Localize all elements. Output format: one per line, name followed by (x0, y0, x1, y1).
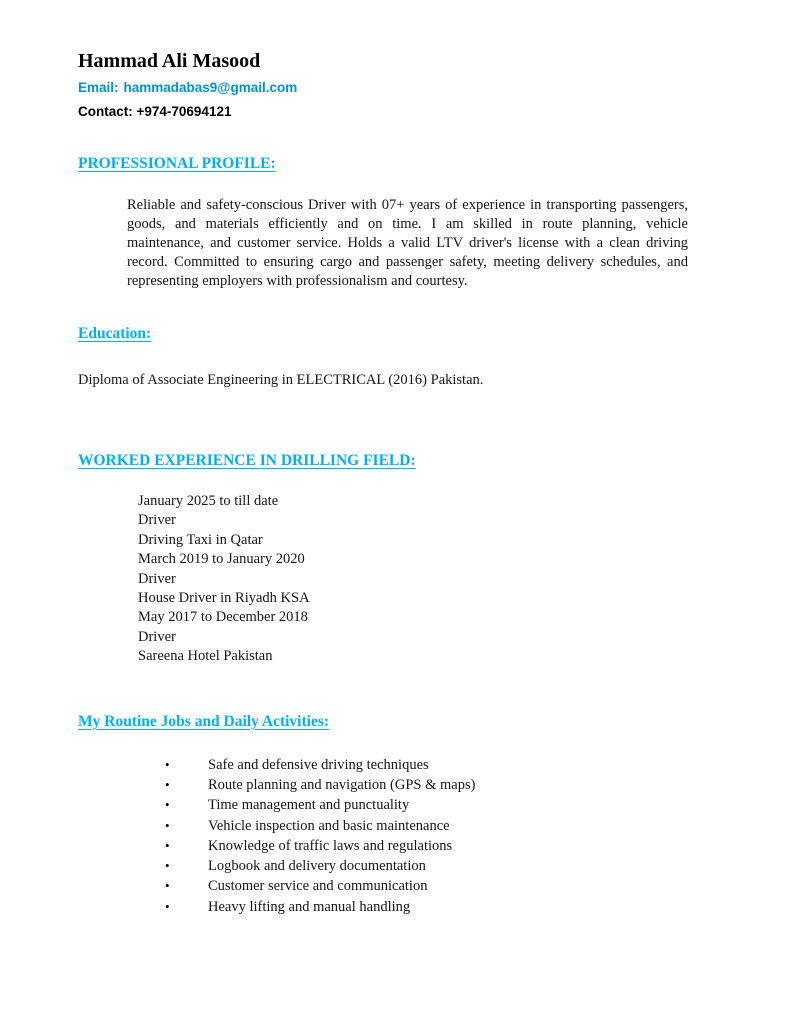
education-heading: Education: (78, 325, 152, 342)
routine-jobs-heading: My Routine Jobs and Daily Activities: (78, 712, 330, 730)
list-item (78, 897, 688, 917)
experience-line: Driver (138, 512, 176, 529)
experience-line: Driver (138, 570, 176, 587)
list-item-text: Vehicle inspection and basic maintenance (208, 817, 450, 834)
bullet-icon: • (165, 776, 170, 792)
list-item (78, 836, 688, 856)
work-experience-heading: WORKED EXPERIENCE IN DRILLING FIELD: (78, 452, 416, 469)
list-item-text: Time management and punctuality (208, 797, 410, 814)
bullet-icon: • (165, 858, 170, 874)
section-education (78, 325, 688, 390)
experience-line: Sareena Hotel Pakistan (138, 648, 273, 665)
section-routine-jobs (78, 713, 688, 917)
bullet-icon: • (165, 817, 170, 833)
routine-list (78, 755, 688, 917)
document-header (78, 50, 688, 119)
candidate-name: Hammad Ali Masood (78, 50, 261, 72)
experience-line: January 2025 to till date (138, 493, 279, 509)
experience-line: Driving Taxi in Qatar (138, 531, 263, 548)
professional-profile-heading: PROFESSIONAL PROFILE: (78, 155, 276, 172)
list-item (78, 816, 688, 836)
bullet-icon: • (165, 837, 170, 853)
list-item (78, 775, 688, 795)
list-item (78, 755, 688, 775)
list-item-text: Heavy lifting and manual handling (208, 898, 411, 915)
list-item-text: Knowledge of traffic laws and regulations (208, 837, 453, 854)
email-label: Email: (78, 80, 119, 95)
email-line (78, 80, 688, 95)
email-value: hammadabas9@gmail.com (123, 80, 298, 95)
bullet-icon: • (165, 878, 170, 894)
list-item (78, 856, 688, 876)
bullet-icon: • (165, 756, 170, 772)
experience-line: Driver (138, 628, 176, 645)
experience-list (138, 492, 688, 667)
experience-line: House Driver in Riyadh KSA (138, 590, 310, 607)
experience-line: March 2019 to January 2020 (138, 551, 305, 568)
bullet-icon: • (165, 797, 170, 813)
list-item (78, 795, 688, 815)
list-item (78, 876, 688, 896)
list-item-text: Route planning and navigation (GPS & maps) (208, 776, 476, 793)
education-text: Diploma of Associate Engineering in ELECTRICAL (2016) Pakistan. (78, 372, 484, 388)
experience-line: May 2017 to December 2018 (138, 609, 308, 626)
list-item-text: Safe and defensive driving techniques (208, 756, 429, 773)
list-item-text: Customer service and communication (208, 878, 428, 895)
section-professional-profile (78, 155, 688, 291)
bullet-icon: • (165, 898, 170, 914)
list-item-text: Logbook and delivery documentation (208, 858, 426, 875)
contact-line: Contact: +974-70694121 (78, 104, 232, 119)
section-work-experience (78, 452, 688, 667)
professional-profile-text: Reliable and safety-conscious Driver with 07+ years of experience in transporting passengers, goods, and materials efficiently and on time. I am skilled in route planning, vehicle maintenance, and customer service. Holds a valid LTV driver's license with a clean driving record. Committed to ensuring cargo and passenger safety, meeting delivery schedules, and representing employers with professionalism and courtesy. (127, 197, 688, 289)
